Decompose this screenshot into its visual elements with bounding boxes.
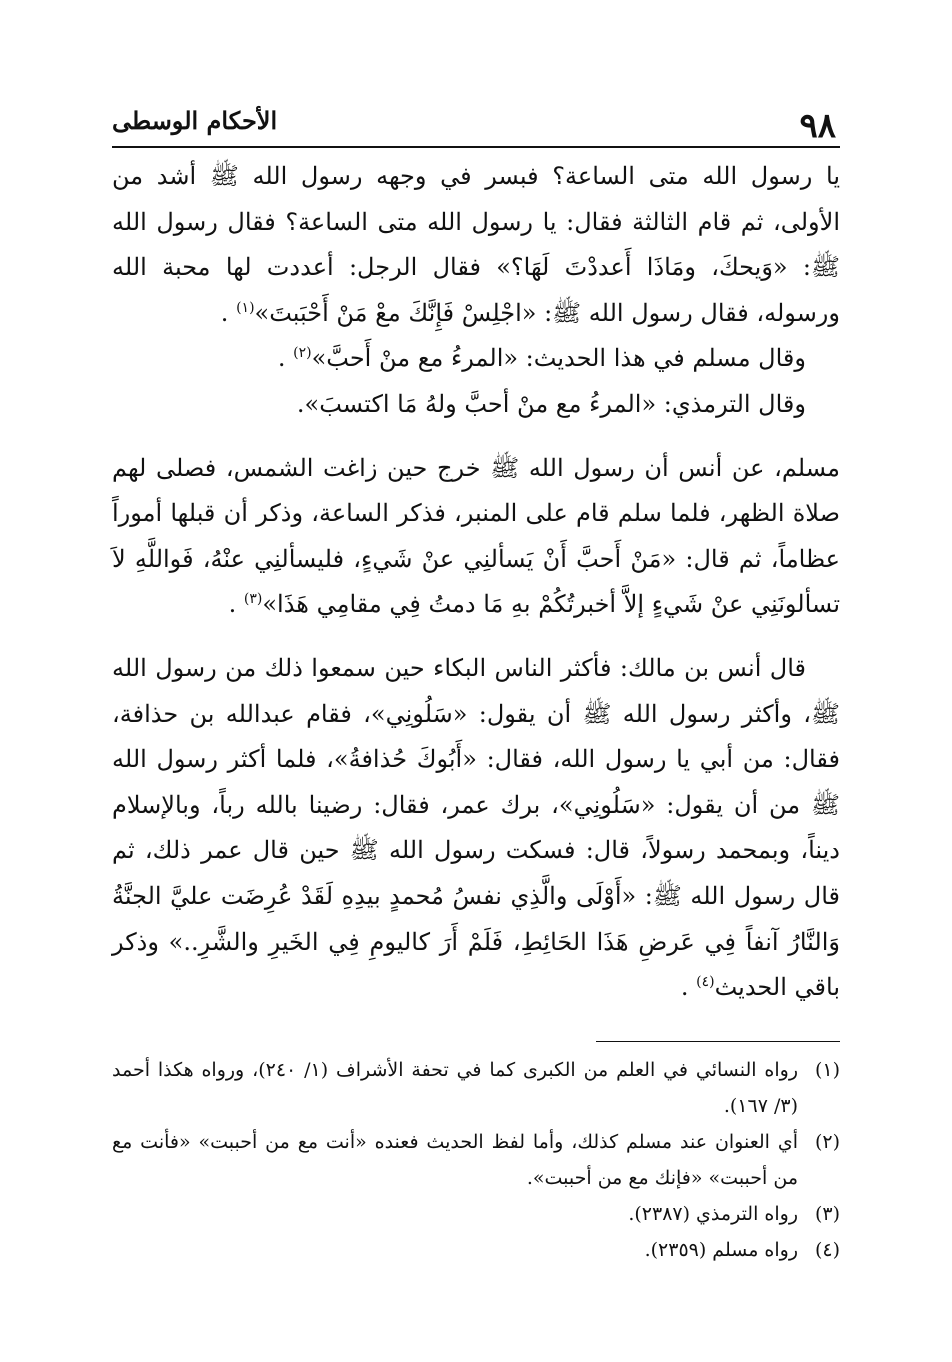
page-number: ٩٨	[799, 106, 836, 146]
paragraph-1: يا رسول الله متى الساعة؟ فبسر في وجهه رسول الله ﷺ أشد من الأولى، ثم قام الثالثة فقال: يا رسول الله متى الساعة؟ فقال رسول الله ﷺ: «وَيحكَ، ومَاذَا أَعددْتَ لَهَا؟» فقال الرجل: أعددت لها محبة الله ورسوله، فقال رسول الله ﷺ: «اجْلِسْ فَإِنَّكَ معْ مَنْ أَحْبَبتَ»$^{(١)}$ .	[112, 162, 840, 327]
body-text	[112, 154, 840, 1011]
footnote-4: (٤) رواه مسلم (٢٣٥٩).	[644, 1238, 840, 1261]
paragraph-4: مسلم، عن أنس أن رسول الله ﷺ خرج حين زاغت الشمس، فصلى لهم صلاة الظهر، فلما سلم قام على المنبر، فذكر الساعة، وذكر أن قبلها أموراً عظاماً، ثم قال: «مَنْ أَحبَّ أَنْ يَسألنِي عنْ شَيءٍ، فليسألنِي عنْهُ، فَواللَّهِ لاَ تسألونَنِي عنْ شَيءٍ إلاَّ أخبرتُكُمْ بهِ مَا دمتُ فِي مقامِي هَذَا»$^{(٣)}$ .	[112, 453, 840, 619]
running-title: الأحكام الوسطى	[112, 106, 278, 135]
footnote-3: (٣) رواه الترمذي (٢٣٨٧).	[628, 1202, 840, 1225]
footnote-separator	[596, 1041, 840, 1042]
book-page	[112, 96, 840, 1268]
paragraph-5: قال أنس بن مالك: فأكثر الناس البكاء حين سمعوا ذلك من رسول الله ﷺ، وأكثر رسول الله ﷺ أن يقول: «سَلُونِي»، فقام عبدالله بن حذافة، فقال: من أبي يا رسول الله، فقال: «أَبُوكَ حُذافةُ»، فلما أكثر رسول الله ﷺ من أن يقول: «سَلُونِي»، برك عمر، فقال: رضينا بالله رباً، وبالإسلام ديناً، وبمحمد رسولاً، قال: فسكت رسول الله ﷺ حين قال عمر ذلك، ثم قال رسول الله ﷺ: «أَوْلَى والَّذِي نفسُ مُحمدٍ بيدِهِ لَقَدْ عُرِضَت عليَّ الجنَّةُ وَالنَّارُ آنفاً فِي عَرضِ هَذَا الحَائِطِ، فَلَمْ أَرَ كاليومِ فِي الخَيرِ والشَّرِ..» وذكر باقي الحديث$^{(٤)}$ .	[112, 653, 840, 1002]
paragraph-2: وقال مسلم في هذا الحديث: «المرءُ مع منْ أَحبَّ»$^{(٢)}$ .	[277, 344, 806, 373]
header-rule	[112, 146, 840, 148]
page-header	[112, 96, 840, 146]
footnote-ref-3: (٣)	[243, 591, 263, 608]
paragraph-3: وقال الترمذي: «المرءُ مع منْ أحبَّ ولهُ مَا اكتسبَ».	[296, 389, 806, 418]
footnote-2: (٢) أي العنوان عند مسلم كذلك، وأما لفظ الحديث فعنده «أنت مع من أحببت» «فأنت مع من أحببت» «فإنك مع من أحببت».	[112, 1130, 840, 1189]
footnote-ref-4: (٤)	[696, 974, 715, 991]
footnotes	[112, 1052, 840, 1268]
footnote-ref-2: (٢)	[293, 345, 312, 362]
footnote-ref-1: (١)	[236, 299, 255, 316]
footnote-1: (١) رواه النسائي في العلم من الكبرى كما في تحفة الأشراف (١/ ٢٤٠)، ورواه هكذا أحمد (٣/ ١٦٧).	[112, 1058, 840, 1117]
